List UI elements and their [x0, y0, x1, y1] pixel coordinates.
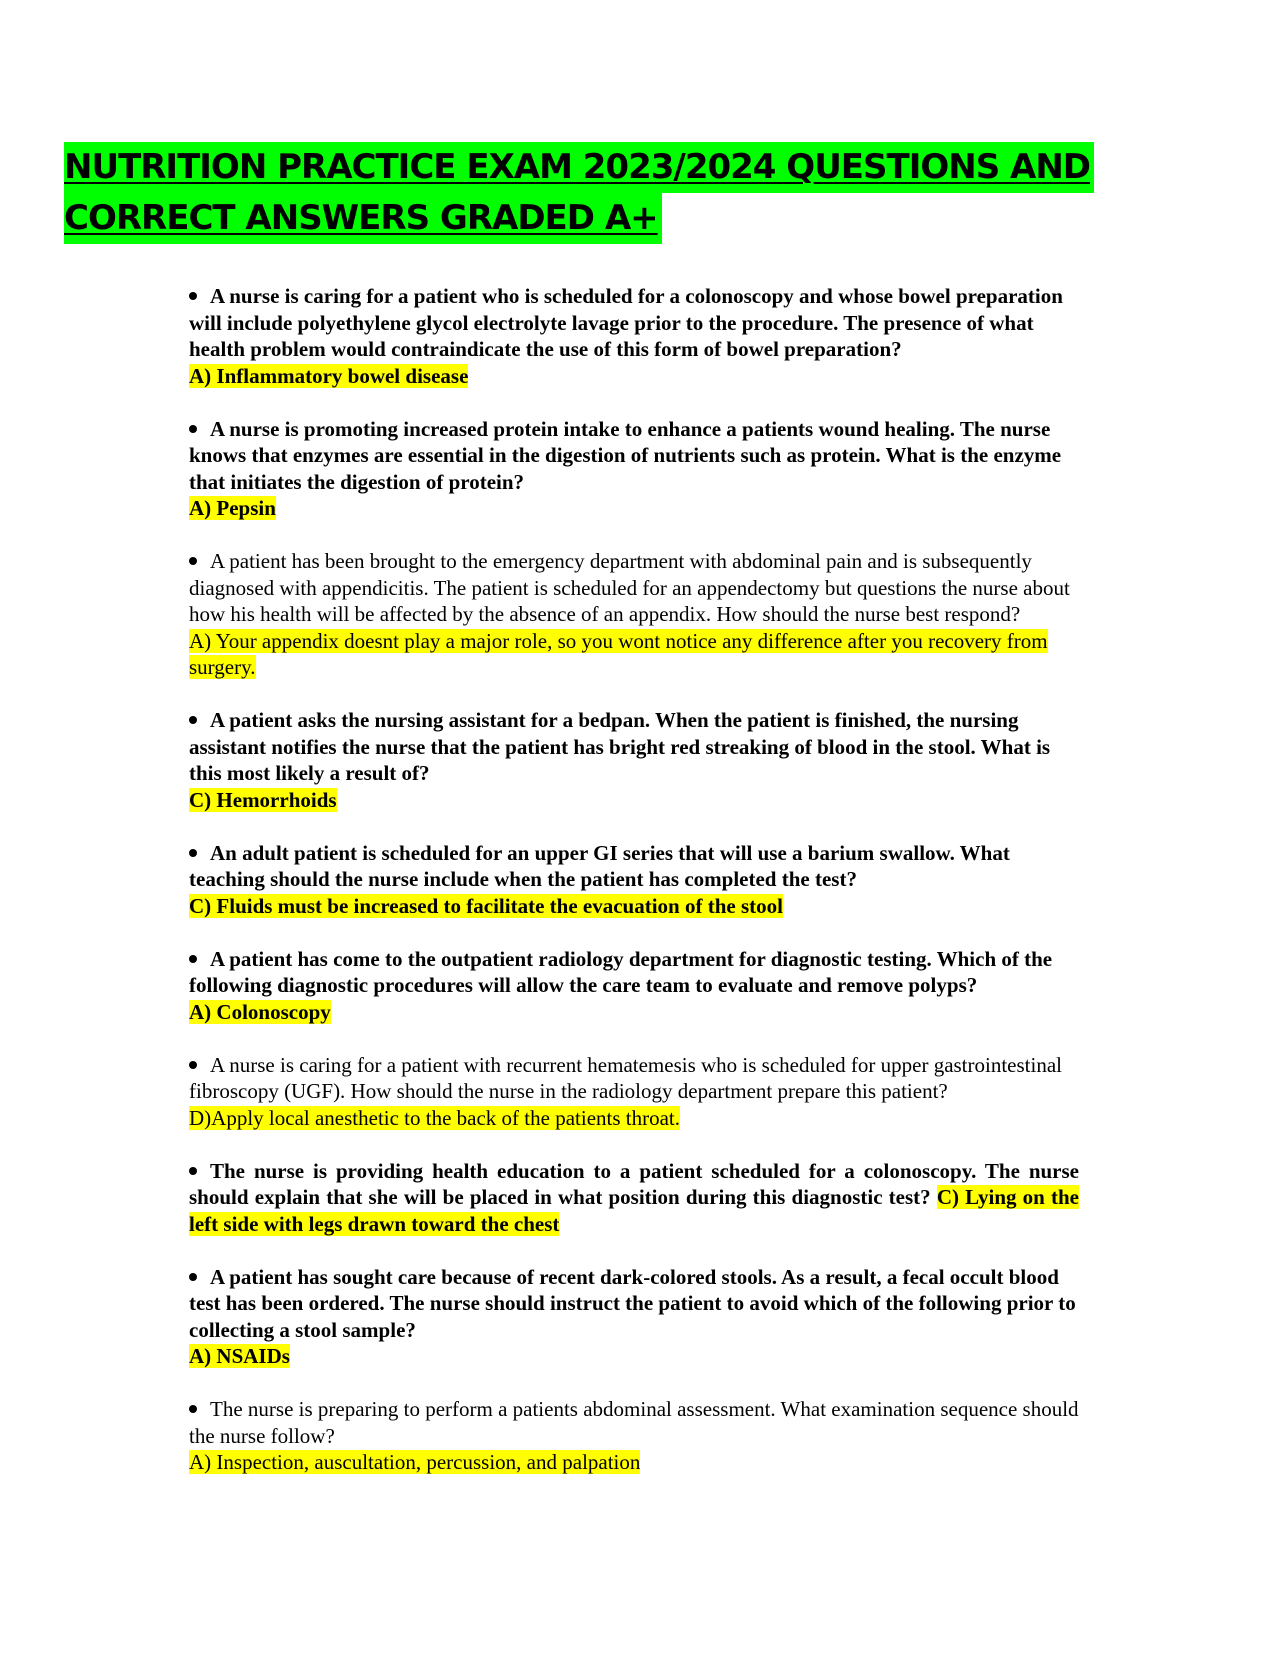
question-item — [189, 1264, 1079, 1370]
answer-text: A) NSAIDs — [189, 1344, 290, 1368]
question-text: A nurse is caring for a patient with recurrent hematemesis who is scheduled for upper gastrointestinal fibroscopy (UGF). How should the nurse in the radiology department prepare this patient? — [189, 1052, 1062, 1103]
bullet-icon — [189, 557, 197, 565]
question-text: A patient has been brought to the emergency department with abdominal pain and is subsequently diagnosed with appendicitis. The patient is scheduled for an appendectomy but questions the nurse about how his health will be affected by the absence of an appendix. How should the nurse best respond? — [189, 549, 1070, 626]
question-item — [189, 946, 1079, 1026]
question-list — [189, 283, 1079, 1502]
question-body — [189, 1396, 1079, 1449]
question-body — [189, 1052, 1079, 1105]
answer-text: A) Pepsin — [189, 496, 276, 520]
answer-text: A) Colonoscopy — [189, 999, 331, 1024]
question-body — [189, 548, 1079, 628]
bullet-icon — [189, 1405, 197, 1413]
bullet-icon — [189, 425, 197, 433]
question-item — [189, 1158, 1079, 1238]
bullet-icon — [189, 1061, 197, 1069]
answer-text: D)Apply local anesthetic to the back of the patients throat. — [189, 1105, 681, 1130]
question-item — [189, 548, 1079, 681]
answer-text: C) Hemorrhoids — [189, 787, 337, 812]
title-line-2: CORRECT ANSWERS GRADED A+ — [64, 193, 662, 244]
question-item — [189, 1396, 1079, 1476]
question-text: A patient has sought care because of recent dark-colored stools. As a result, a fecal occult blood test has been ordered. The nurse should instruct the patient to avoid which of the following prior to collecting a stool sample? — [189, 1264, 1076, 1342]
question-item — [189, 840, 1079, 920]
title-line-1: NUTRITION PRACTICE EXAM 2023/2024 QUESTIONS AND — [64, 142, 1094, 193]
question-body — [189, 946, 1079, 999]
question-item — [189, 1052, 1079, 1132]
question-body — [189, 1264, 1079, 1344]
answer-text: A) Your appendix doesnt play a major role, so you wont notice any difference after you recovery from surgery. — [189, 628, 1048, 679]
bullet-icon — [189, 292, 197, 300]
document-title — [64, 142, 1184, 244]
question-body — [189, 416, 1079, 496]
question-body — [189, 840, 1079, 893]
question-body — [189, 283, 1079, 363]
answer-text: C) Fluids must be increased to facilitate the evacuation of the stool — [189, 893, 783, 918]
answer-text: A) Inspection, auscultation, percussion, and palpation — [189, 1450, 641, 1474]
bullet-icon — [189, 716, 197, 724]
answer-text: A) Inflammatory bowel disease — [189, 363, 469, 388]
bullet-icon — [189, 955, 197, 963]
question-item — [189, 416, 1079, 522]
bullet-icon — [189, 1167, 197, 1175]
question-item — [189, 707, 1079, 813]
question-body — [189, 1158, 1079, 1238]
question-text: A patient asks the nursing assistant for a bedpan. When the patient is finished, the nursing assistant notifies the nurse that the patient has bright red streaking of blood in the stool. What is this most likely a result of? — [189, 708, 1051, 785]
question-text: A nurse is caring for a patient who is scheduled for a colonoscopy and whose bowel preparation will include polyethylene glycol electrolyte lavage prior to the procedure. The presence of what health problem would contraindicate the use of this form of bowel preparation? — [189, 284, 1063, 361]
question-text: A nurse is promoting increased protein intake to enhance a patients wound healing. The nurse knows that enzymes are essential in the digestion of nutrients such as protein. What is the enzyme that initiates the digestion of protein? — [189, 416, 1062, 494]
question-item — [189, 283, 1079, 389]
bullet-icon — [189, 1273, 197, 1281]
answer-text: C) Lying on the left side with legs drawn toward the chest — [189, 1185, 1079, 1236]
question-text: An adult patient is scheduled for an upper GI series that will use a barium swallow. What teaching should the nurse include when the patient has completed the test? — [189, 840, 1010, 891]
bullet-icon — [189, 849, 197, 857]
question-text: The nurse is providing health education to a patient scheduled for a colonoscopy. The nurse should explain that she will be placed in what position during this diagnostic test? — [189, 1158, 1079, 1209]
question-text: A patient has come to the outpatient radiology department for diagnostic testing. Which of the following diagnostic procedures will allow the care team to evaluate and remove polyps? — [189, 946, 1053, 997]
question-body — [189, 707, 1079, 787]
question-text: The nurse is preparing to perform a patients abdominal assessment. What examination sequence should the nurse follow? — [189, 1397, 1079, 1448]
